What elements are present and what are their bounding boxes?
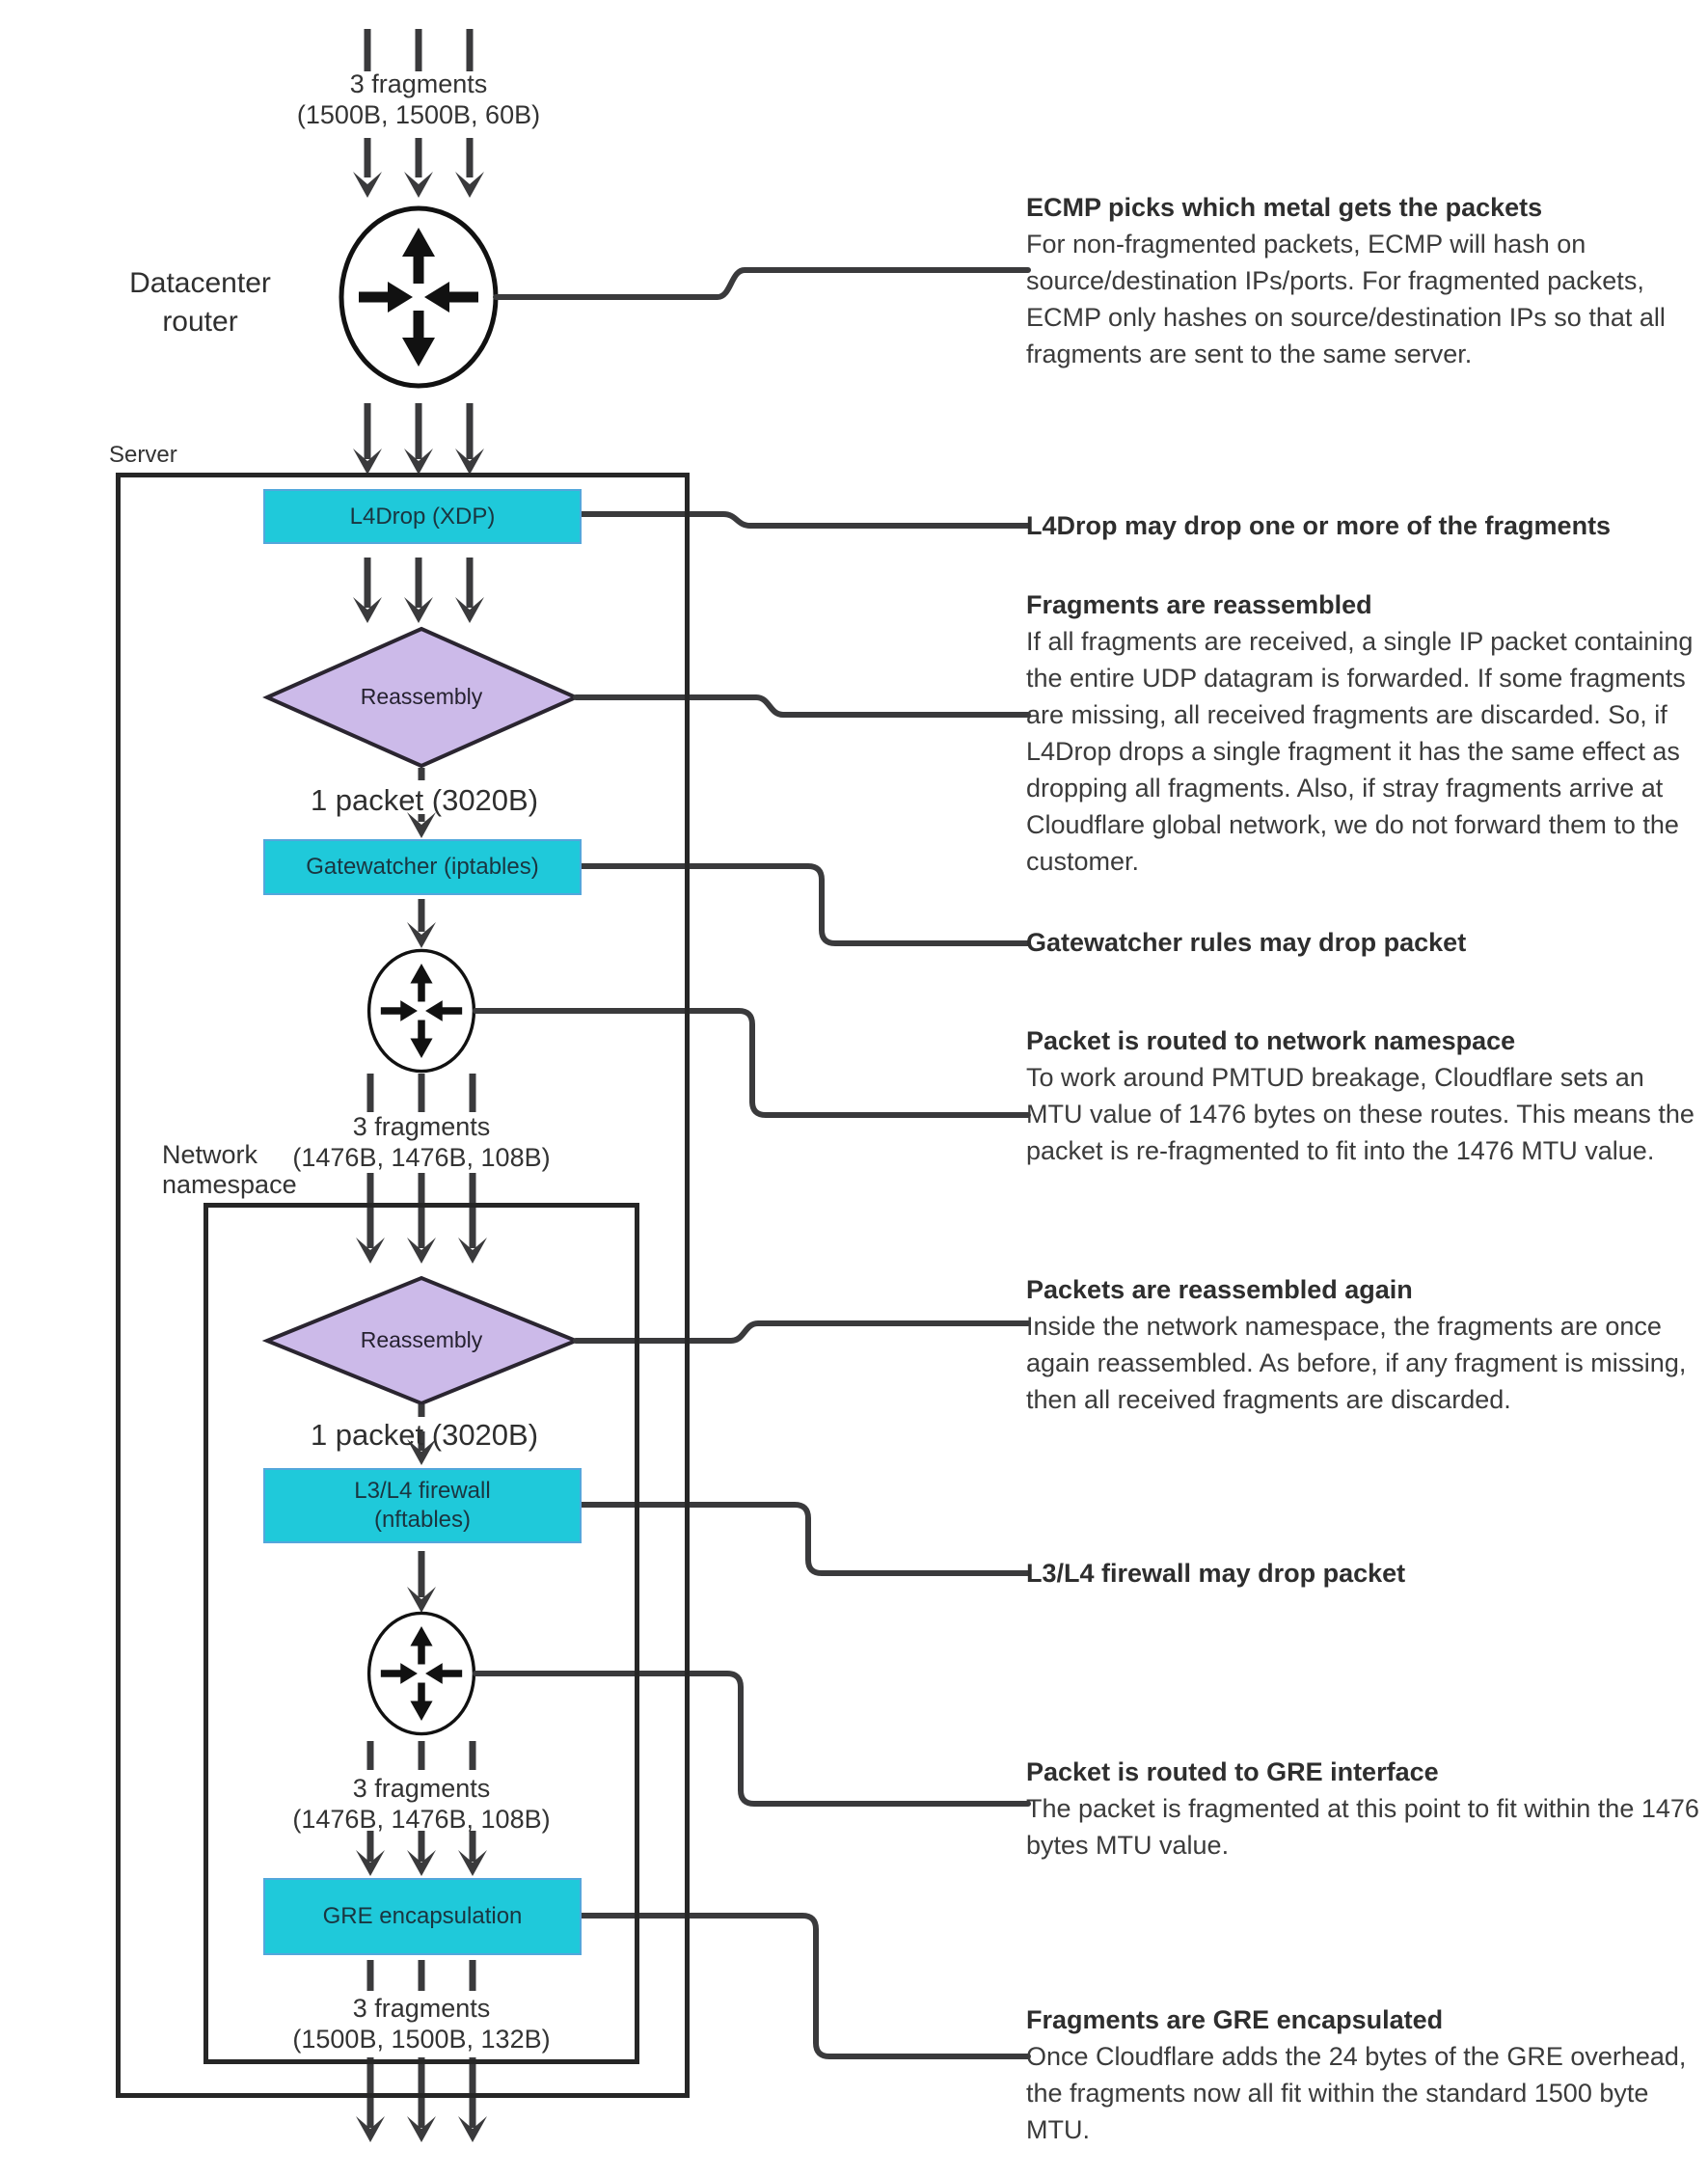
namespace-label-line2: namespace xyxy=(162,1170,297,1199)
packet1-label: 1 packet (3020B) xyxy=(310,783,539,817)
server-label: Server xyxy=(109,442,177,468)
annotation-reassembled xyxy=(1026,586,1707,880)
reassembly2-label: Reassembly xyxy=(360,1327,483,1352)
annotation-body: If all fragments are received, a single IP packet containing the entire UDP datagram is forwarded. If some fragments are missing, all received fragments are discarded. So, if L4Drop drops a single fragment it has the same effect as dropping all fragments. Also, if stray fragments arrive at Cloudflare global network, we do not forward them to the customer. xyxy=(1026,627,1694,876)
annotation-title: Gatewatcher rules may drop packet xyxy=(1026,928,1467,957)
annotation-title: Packet is routed to GRE interface xyxy=(1026,1757,1439,1786)
top-fragments-line1: 3 fragments xyxy=(349,69,488,98)
fragment-tick xyxy=(467,29,474,71)
fragment-ticks-top xyxy=(365,29,474,71)
mid-fragments-label xyxy=(258,1111,585,1173)
reassembly1-label: Reassembly xyxy=(360,684,483,709)
gre-fragments-label xyxy=(258,1773,585,1835)
l3l4-label-line2: (nftables) xyxy=(373,1507,472,1533)
datacenter-router-line1: Datacenter xyxy=(129,267,271,299)
out-fragments-line1: 3 fragments xyxy=(352,1994,491,2023)
annotation-gatewatcher xyxy=(1026,924,1707,961)
out-fragments-label xyxy=(258,1993,585,2055)
annotation-reassembled-again xyxy=(1026,1271,1707,1418)
annotation-title: Fragments are reassembled xyxy=(1026,590,1372,619)
l4drop-label: L4Drop (XDP) xyxy=(349,503,496,530)
annotation-body: Inside the network namespace, the fragments are once again reassembled. As before, if any fragment is missing, then all received fragments are discarded. xyxy=(1026,1312,1687,1414)
datacenter-router-label xyxy=(96,264,304,341)
annotation-body: To work around PMTUD breakage, Cloudflare sets an MTU value of 1476 bytes on these routes. This means the packet is re-fragmented to fit into the 1476 MTU value. xyxy=(1026,1063,1694,1165)
top-fragments-label xyxy=(255,68,583,130)
annotation-gre-encapsulated xyxy=(1026,2001,1707,2148)
annotation-body: For non-fragmented packets, ECMP will hash on source/destination IPs/ports. For fragmented packets, ECMP only hashes on source/destination IPs so that all fragments are sent to the same server. xyxy=(1026,230,1666,368)
l3l4-firewall-box xyxy=(263,1468,582,1543)
annotation-title: ECMP picks which metal gets the packets xyxy=(1026,193,1543,222)
network-namespace-label xyxy=(162,1140,297,1200)
annotation-title: L3/L4 firewall may drop packet xyxy=(1026,1559,1406,1588)
connector-ecmp xyxy=(496,270,1028,297)
annotation-gre-interface xyxy=(1026,1754,1707,1864)
annotation-l4drop xyxy=(1026,507,1707,544)
mid-fragments-line2: (1476B, 1476B, 108B) xyxy=(292,1143,551,1172)
arrows-into-router xyxy=(353,138,484,198)
annotation-ecmp xyxy=(1026,189,1707,372)
arrows-into-server xyxy=(353,403,484,475)
router-icon xyxy=(341,208,496,386)
gre-encapsulation-box xyxy=(263,1878,582,1955)
annotation-body: Once Cloudflare adds the 24 bytes of the GRE overhead, the fragments now all fit within the standard 1500 byte MTU. xyxy=(1026,2042,1687,2144)
annotation-title: Packet is routed to network namespace xyxy=(1026,1026,1516,1055)
annotation-title: Fragments are GRE encapsulated xyxy=(1026,2005,1444,2034)
fragment-tick xyxy=(365,29,371,71)
mid-fragments-line1: 3 fragments xyxy=(352,1112,491,1141)
annotation-body: The packet is fragmented at this point to fit within the 1476 bytes MTU value. xyxy=(1026,1794,1699,1860)
annotation-title: Packets are reassembled again xyxy=(1026,1275,1413,1304)
annotation-title: L4Drop may drop one or more of the fragments xyxy=(1026,511,1612,540)
gre-label: GRE encapsulation xyxy=(322,1903,523,1929)
gre-fragments-line2: (1476B, 1476B, 108B) xyxy=(292,1805,551,1834)
l3l4-label-line1: L3/L4 firewall xyxy=(354,1478,491,1504)
l4drop-box xyxy=(263,489,582,544)
annotation-l3l4 xyxy=(1026,1555,1707,1592)
namespace-label-line1: Network xyxy=(162,1140,258,1169)
top-fragments-line2: (1500B, 1500B, 60B) xyxy=(296,100,541,129)
out-fragments-line2: (1500B, 1500B, 132B) xyxy=(292,2025,551,2054)
gre-fragments-line1: 3 fragments xyxy=(352,1774,491,1803)
fragment-tick xyxy=(416,29,422,71)
datacenter-router-line2: router xyxy=(162,306,238,338)
packet2-label: 1 packet (3020B) xyxy=(310,1418,539,1452)
gatewatcher-box xyxy=(263,839,582,895)
annotation-netns xyxy=(1026,1022,1707,1169)
gatewatcher-label: Gatewatcher (iptables) xyxy=(306,854,539,880)
